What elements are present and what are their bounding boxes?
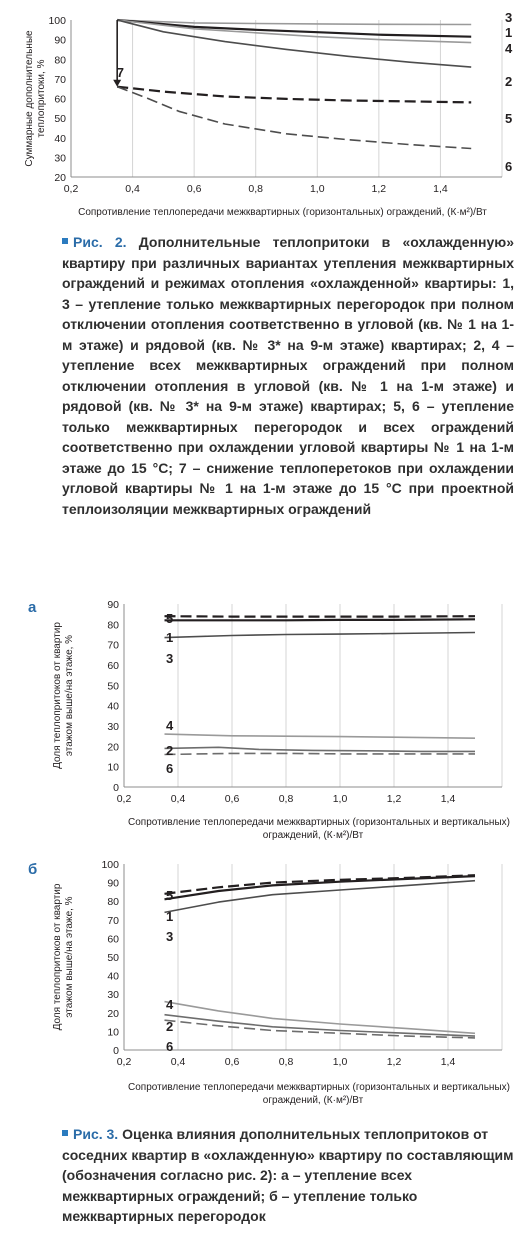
x-tick-label: 1,2 [386, 1056, 402, 1068]
x-tick-label: 1,4 [433, 183, 448, 195]
y-axis-label [24, 30, 47, 167]
caption-bullet [62, 1130, 68, 1136]
heat-gain-chart [0, 0, 530, 222]
y-tick-label: 90 [54, 34, 66, 47]
y-tick-label: 20 [54, 172, 66, 184]
x-axis-label [128, 1082, 510, 1106]
y-tick-label: 50 [107, 680, 119, 693]
y-tick-label: 10 [107, 1026, 119, 1039]
x-tick-label: 0,2 [116, 793, 132, 805]
x-axis-label-line: ограждений, (К·м²)/Вт [262, 830, 364, 841]
y-tick-label: 90 [107, 599, 119, 611]
x-tick-label: 0,2 [63, 183, 79, 195]
y-tick-label: 100 [48, 15, 66, 27]
y-axis-label [52, 622, 75, 769]
x-axis-label [128, 817, 510, 841]
series-label-3: 3 [166, 651, 174, 666]
y-axis-label-line: этажом выше/на этаже, % [64, 634, 75, 757]
x-tick-label: 1,2 [371, 183, 387, 195]
series-label-6: 6 [166, 761, 174, 776]
y-tick-label: 20 [107, 1007, 119, 1020]
y-axis-label-line: теплопритоки, % [36, 59, 47, 138]
y-axis-label-line: Доля теплопритоков от квартир [52, 883, 63, 1031]
y-tick-label: 80 [54, 54, 66, 67]
caption-bullet [62, 238, 68, 244]
series-label-2: 2 [166, 1019, 174, 1034]
x-tick-label: 0,8 [278, 793, 294, 805]
x-tick-label: 0,6 [224, 793, 240, 805]
series-line-1 [165, 633, 476, 638]
panel-label: б [28, 861, 38, 878]
series-label-2: 2 [166, 743, 174, 758]
y-tick-label: 90 [107, 877, 119, 890]
panel-label: а [28, 599, 37, 616]
x-tick-label: 0,4 [125, 183, 140, 195]
x-axis-label-line: Сопротивление теплопередачи межквартирных (горизонтальных и вертикальных) [128, 817, 510, 828]
series-label-4: 4 [166, 997, 174, 1012]
series-line-2 [165, 1015, 476, 1036]
series-label-5: 5 [505, 111, 513, 126]
series-label-1: 1 [166, 909, 174, 924]
y-tick-label: 20 [107, 741, 119, 754]
y-axis-label-line: Суммарные дополнительные [24, 30, 35, 167]
y-tick-label: 30 [54, 152, 66, 165]
y-tick-label: 30 [107, 721, 119, 733]
series-label-4: 4 [166, 718, 174, 733]
figure-2-caption [62, 232, 514, 519]
series-label-3: 3 [505, 10, 513, 25]
x-tick-label: 1,4 [440, 1056, 456, 1068]
x-tick-label: 0,6 [224, 1056, 240, 1068]
series-label-2: 2 [505, 74, 513, 89]
x-tick-label: 1,0 [309, 183, 325, 195]
y-tick-label: 30 [107, 989, 119, 1002]
y-tick-label: 100 [101, 859, 119, 871]
y-tick-label: 0 [113, 1045, 119, 1057]
series-line-2 [165, 747, 476, 751]
series-line-4 [165, 1002, 476, 1034]
series-line-3 [165, 876, 476, 899]
y-tick-label: 80 [107, 619, 119, 632]
heat-share-chart-b [0, 854, 530, 1118]
series-label-1: 1 [166, 630, 174, 645]
y-tick-label: 70 [107, 639, 119, 652]
figure-3-caption [62, 1124, 514, 1227]
y-tick-label: 80 [107, 896, 119, 909]
x-tick-label: 0,8 [248, 183, 264, 195]
x-tick-label: 0,2 [116, 1056, 132, 1068]
series-label-3: 3 [166, 929, 174, 944]
annotation-label-7: 7 [116, 65, 124, 80]
x-tick-label: 0,8 [278, 1056, 294, 1068]
x-axis-label: Сопротивление теплопередачи межквартирных (горизонтальных) ограждений, (К·м²)/Вт [78, 207, 487, 218]
y-tick-label: 60 [54, 93, 66, 106]
figure-3-text: Оценка влияния дополнительных теплопритоков от соседних квартир в «охлажденную» квартиру по составляющим (обозначения согласно рис. 2): а – утепление всех межквартирных ограждений; б – утепление только межквартирных перегородок [62, 1126, 514, 1224]
y-tick-label: 50 [54, 113, 66, 126]
x-tick-label: 1,4 [440, 793, 456, 805]
x-tick-label: 0,4 [170, 1056, 186, 1068]
y-tick-label: 70 [107, 914, 119, 927]
series-line-2 [117, 20, 471, 67]
y-tick-label: 50 [107, 952, 119, 964]
x-tick-label: 0,6 [186, 183, 202, 195]
series-line-4 [165, 734, 476, 738]
heat-share-chart-a [0, 592, 530, 854]
figure-3-label: Рис. 3. [73, 1126, 119, 1142]
y-tick-label: 10 [107, 761, 119, 774]
y-tick-label: 40 [107, 700, 119, 713]
series-line-1 [165, 881, 476, 913]
x-axis-label-line: ограждений, (К·м²)/Вт [262, 1095, 364, 1106]
figure-2-label: Рис. 2. [73, 234, 127, 250]
annotation-arrow-head [113, 80, 121, 87]
series-label-1: 1 [505, 25, 513, 40]
x-axis-label-line: Сопротивление теплопередачи межквартирных (горизонтальных и вертикальных) [128, 1082, 510, 1093]
series-label-6: 6 [166, 1039, 174, 1054]
y-tick-label: 0 [113, 782, 119, 794]
series-label-4: 4 [505, 41, 513, 56]
x-tick-label: 0,4 [170, 793, 186, 805]
y-axis-label-line: Доля теплопритоков от квартир [52, 622, 63, 769]
series-line-5 [117, 87, 471, 103]
series-line-3 [165, 619, 476, 620]
series-label-5: 5 [166, 611, 174, 626]
series-line-6 [165, 753, 476, 754]
y-tick-label: 60 [107, 660, 119, 672]
series-label-6: 6 [505, 159, 513, 174]
y-tick-label: 40 [54, 132, 66, 145]
y-tick-label: 60 [107, 933, 119, 946]
y-axis-label-line: этажом выше/на этаже, % [64, 896, 75, 1018]
x-tick-label: 1,2 [386, 793, 402, 805]
x-tick-label: 1,0 [332, 1056, 348, 1068]
y-axis-label [52, 883, 75, 1030]
series-line-6 [117, 87, 471, 149]
series-label-5: 5 [166, 888, 174, 903]
y-tick-label: 70 [54, 73, 66, 86]
figure-2-text: Дополнительные теплопритоки в «охлажденную» квартиру при различных вариантах утепления межквартирных ограждений и режимах отопления «охлажденной» квартиры: 1, 3 – утепление только межквартирных перегородок при полном отключении отопления соответственно в угловой (кв. № 1 на 1-м этаже) и рядовой (кв. № 3* на 9-м этаже) квартирах; 2, 4 – утепление всех межквартирных ограждений при полном отключении отопления в угловой (кв. № 1 на 1-м этаже) и рядовой (кв. № 3* на 9-м этаже) квартирах; 5, 6 – утепление только межквартирных перегородок и всех ограждений соответственно при охлаждении угловой квартиры № 1 на 1-м этаже до 15 °С; 7 – снижение теплоперетоков при охлаждении угловой квартиры № 1 на 1-м этаже до 15 °С при проектной теплоизоляции межквартирных ограждений [62, 234, 515, 517]
y-tick-label: 40 [107, 970, 119, 983]
x-tick-label: 1,0 [332, 793, 348, 805]
